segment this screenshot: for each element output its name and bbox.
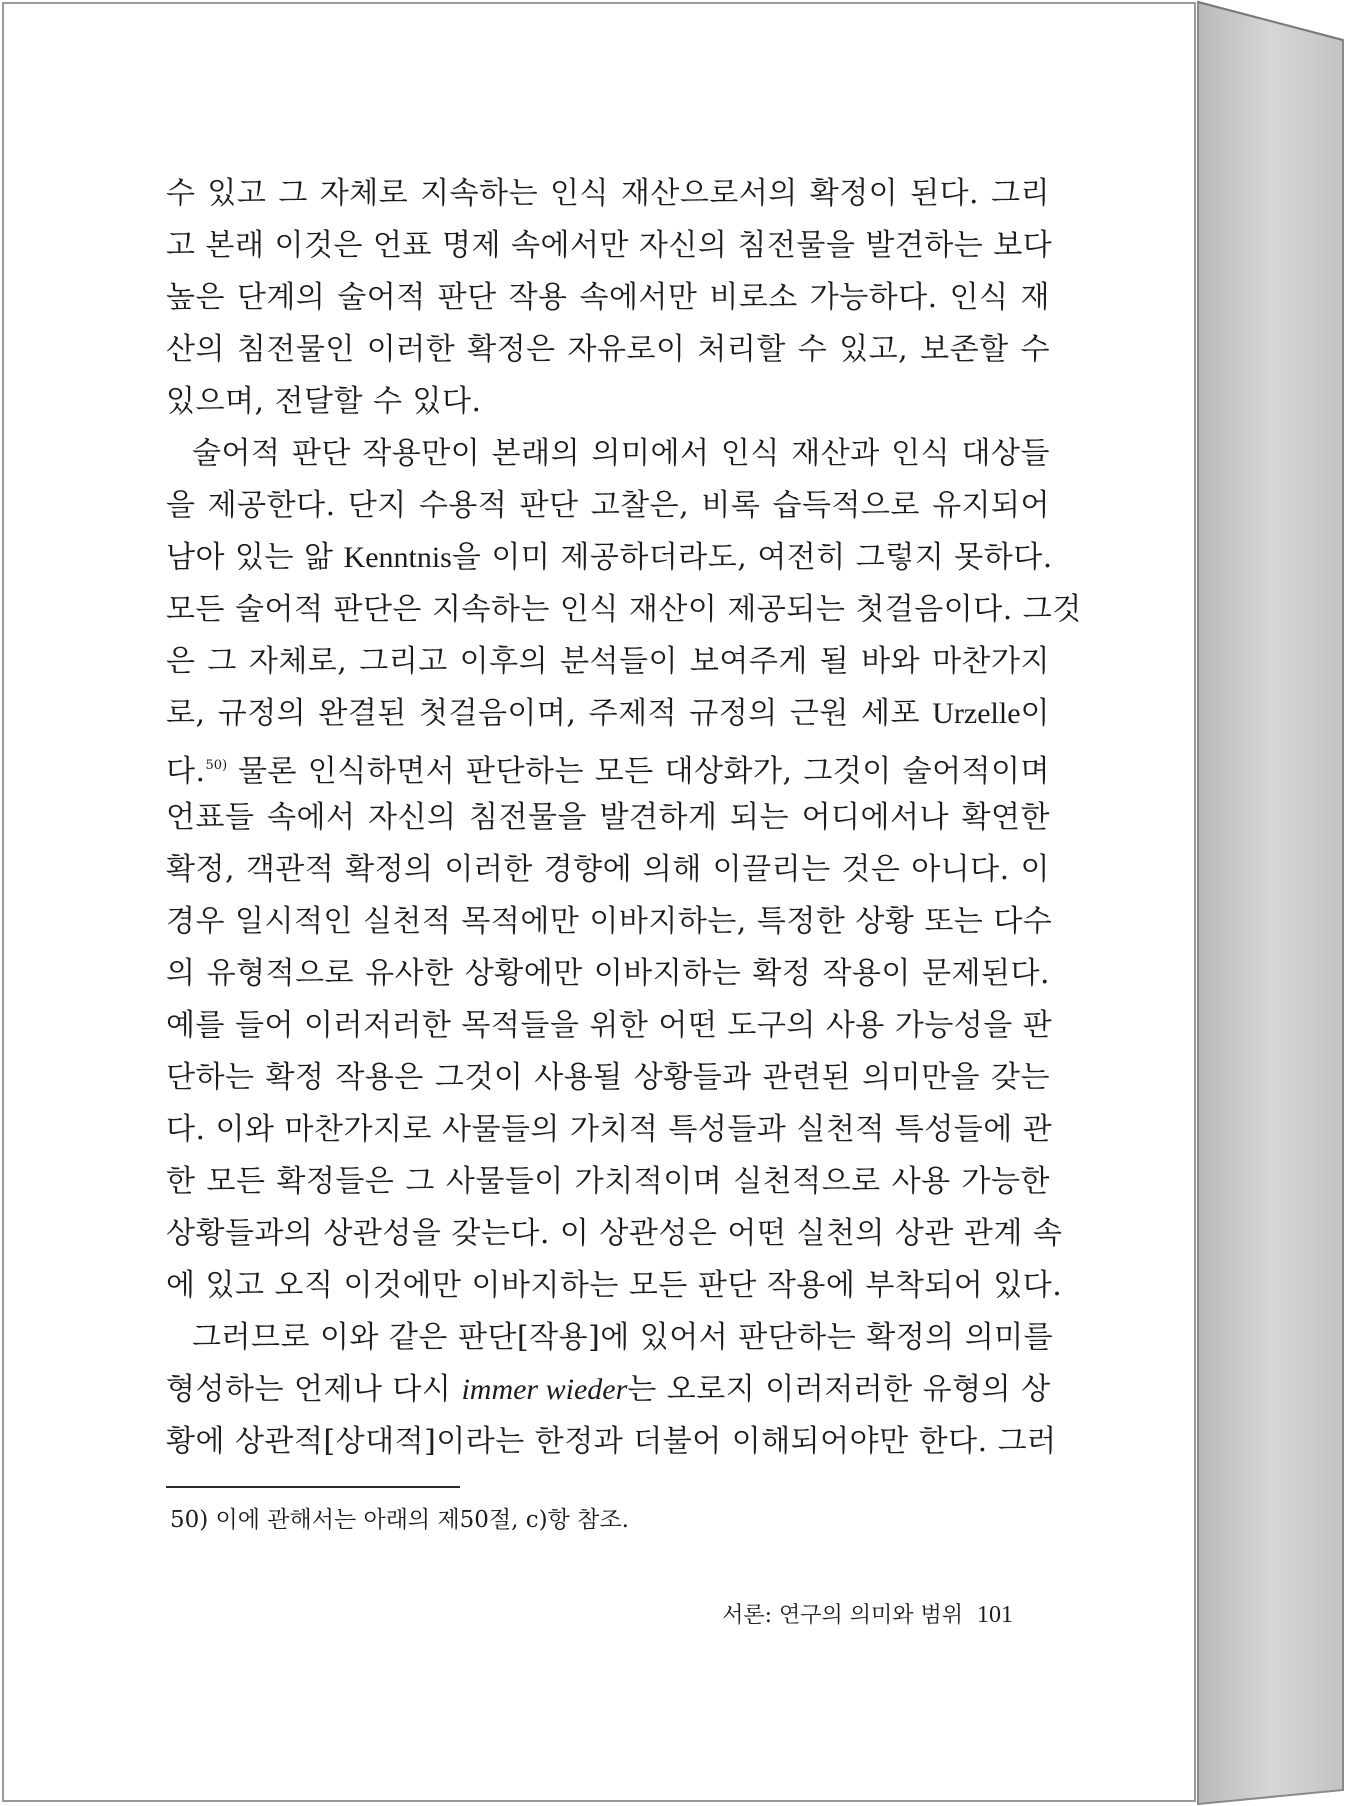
text-line: 다. 이와 마찬가지로 사물들의 가치적 특성들과 실천적 특성들에 관 [166, 1112, 1053, 1147]
text-line [166, 688, 1050, 740]
text-segment: 는 오로지 이러저러한 유형의 상 [627, 1372, 1051, 1407]
footnote: 50) 이에 관해서는 아래의 제50절, c)항 참조. [170, 1507, 629, 1533]
text-line: 의 유형적으로 유사한 상황에만 이바지하는 확정 작용이 문제된다. [166, 956, 1050, 991]
text-line [166, 1364, 1050, 1416]
text-line: 상황들과의 상관성을 갖는다. 이 상관성은 어떤 실천의 상관 관계 속 [166, 1216, 1063, 1251]
running-footer-title: 서론: 연구의 의미와 범위 [722, 1603, 963, 1628]
text-line: 수 있고 그 자체로 지속하는 인식 재산으로서의 확정이 된다. 그리 [166, 176, 1050, 211]
text-line: 예를 들어 이러저러한 목적들을 위한 어떤 도구의 사용 가능성을 판 [166, 1008, 1053, 1043]
text-line: 산의 침전물인 이러한 확정은 자유로이 처리할 수 있고, 보존할 수 [166, 332, 1050, 367]
text-line: 확정, 객관적 확정의 이러한 경향에 의해 이끌리는 것은 아니다. 이 [166, 852, 1050, 887]
text-segment: 다. [166, 754, 206, 789]
text-segment: 을 이미 제공하더라도, 여전히 그렇지 못하다. [451, 540, 1053, 575]
text-line: 경우 일시적인 실천적 목적에만 이바지하는, 특정한 상황 또는 다수 [166, 904, 1053, 939]
body-text [166, 168, 1082, 1468]
text-line: 을 제공한다. 단지 수용적 판단 고찰은, 비록 습득적으로 유지되어 [166, 488, 1050, 523]
footnote-reference: 50) [205, 758, 228, 773]
text-line: 한 모든 확정들은 그 사물들이 가치적이며 실천적으로 사용 가능한 [166, 1164, 1050, 1199]
running-footer [722, 1597, 1013, 1634]
page-number: 101 [977, 1602, 1013, 1628]
foreign-term: Kenntnis [343, 541, 452, 574]
text-line [166, 740, 1050, 792]
text-segment: 물론 인식하면서 판단하는 모든 대상화가, 그것이 술어적이며 [227, 754, 1050, 789]
text-line: 고 본래 이것은 언표 명제 속에서만 자신의 침전물을 발견하는 보다 [166, 228, 1053, 263]
text-segment: 로, 규정의 완결된 첫걸음이며, 주제적 규정의 근원 세포 [166, 696, 921, 731]
text-line: 모든 술어적 판단은 지속하는 인식 재산이 제공되는 첫걸음이다. 그것 [166, 592, 1082, 627]
text-segment: 이 [1020, 696, 1050, 731]
text-line: 황에 상관적[상대적]이라는 한정과 더불어 이해되어야만 한다. 그러 [166, 1424, 1057, 1459]
footnote-rule [166, 1486, 460, 1488]
text-segment: 형성하는 언제나 다시 [166, 1372, 462, 1407]
foreign-term-italic: immer wieder [461, 1373, 628, 1406]
text-line [166, 532, 1053, 584]
text-line-indented: 술어적 판단 작용만이 본래의 의미에서 인식 재산과 인식 대상들 [192, 436, 1050, 471]
text-line: 단하는 확정 작용은 그것이 사용될 상황들과 관련된 의미만을 갖는 [166, 1060, 1050, 1095]
fore-edge-shape [1198, 2, 1343, 1804]
text-line: 높은 단계의 술어적 판단 작용 속에서만 비로소 가능하다. 인식 재 [166, 280, 1050, 315]
foreign-term: Urzelle [932, 697, 1021, 730]
text-line-indented: 그러므로 이와 같은 판단[작용]에 있어서 판단하는 확정의 의미를 [192, 1320, 1054, 1355]
text-line: 언표들 속에서 자신의 침전물을 발견하게 되는 어디에서나 확연한 [166, 800, 1050, 835]
text-line: 은 그 자체로, 그리고 이후의 분석들이 보여주게 될 바와 마찬가지 [166, 644, 1050, 679]
text-line: 있으며, 전달할 수 있다. [166, 384, 482, 419]
text-line: 에 있고 오직 이것에만 이바지하는 모든 판단 작용에 부착되어 있다. [166, 1268, 1063, 1303]
text-segment: 남아 있는 앎 [166, 540, 334, 575]
page-fore-edge [1188, 0, 1345, 1806]
